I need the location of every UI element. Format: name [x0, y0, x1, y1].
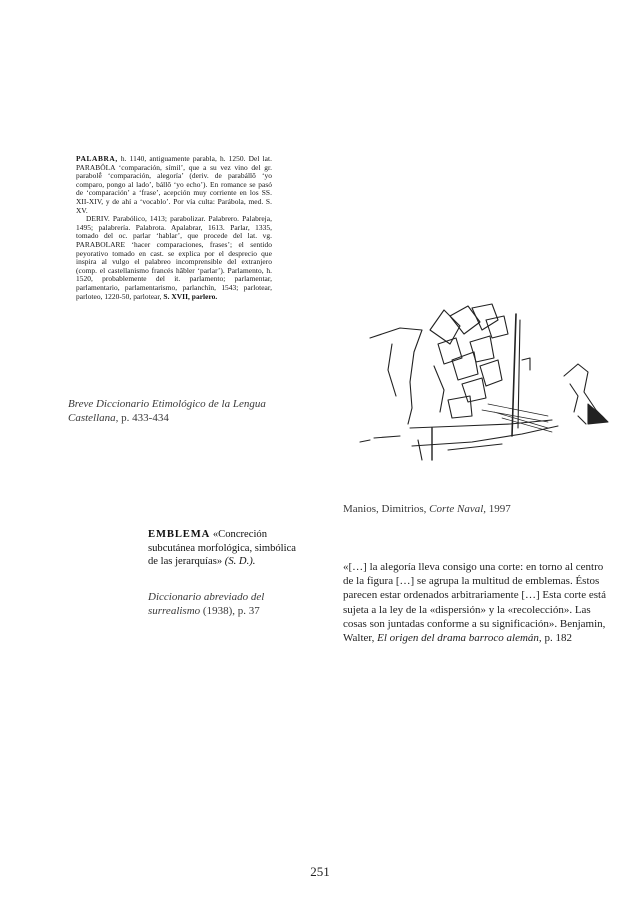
emblema-headword: EMBLEMA	[148, 529, 211, 540]
dictionary-derivatives: DERIV. Parabólico, 1413; parabolizar. Palabrero. Palabreja, 1495; palabrería. Palabrota. Apalabrar, 1613. Parlar, 1335, tomado del oc. parlar ‘hablar’, que procede del lat. vg. PARABOLARE ‘hacer comparaciones, frases’; el sentido peyorativo tomado en cast. se explica por el desprecio que inspira al vulgo el palabreo incomprensible del extranjero (comp. el castellanismo francés hâbler ‘parlar’). Parlamento, h. 1520, probablemente del it. parlamento; parlamentar, parlamentario, parlamentarismo, parlanchín, 1543; parlotear, parloteo, 1220-50, parlotear,	[76, 214, 272, 301]
quote-pages: p. 182	[544, 632, 572, 645]
caption-dictionary-source	[68, 397, 278, 425]
caption-drawing-title: Corte Naval,	[429, 503, 487, 515]
emblema-attribution: (S. D.).	[224, 556, 256, 568]
page-number: 251	[310, 864, 330, 879]
caption-surrealism-pages: (1938), p. 37	[202, 605, 260, 617]
dictionary-body: h. 1140, antiguamente parabla, h. 1250. Del lat. PARABŎLA ‘comparación, símil’, que a su vez vino del gr. parabolḗ ‘comparación, alegoría’ (deriv. de parabállō ‘yo comparo, pongo al lado’, bállō ‘yo echo’). En romance se pasó de ‘comparación’ a ‘frase’, acepción muy corriente en los SS. XII-XIV, y de ahí a ‘vocablo’. Por vía culta: Parábola, med. S. XV.	[76, 154, 272, 215]
benjamin-quote	[343, 560, 613, 645]
caption-drawing	[343, 502, 511, 516]
dictionary-headword: PALABRA,	[76, 154, 118, 163]
dictionary-entry-palabra	[76, 155, 272, 301]
caption-dictionary-title: Breve Diccionario Etimológico de la Lengua Castellana,	[68, 398, 266, 424]
quote-text: «[…] la alegoría lleva consigo una corte: en torno al centro de la figura […] se agrupa la multitud de emblemas. Éstos parecen estar ordenados arbitrariamente […] Esta corte está sujeta a la ley de la «dispersión» y la «recolección». Las cosas son juntadas conforme a su significación». Benjamin, Walter,	[343, 561, 606, 645]
dictionary-last-line: S. XVII, parlero.	[163, 291, 218, 301]
caption-dictionary-pages: p. 433-434	[121, 412, 169, 424]
caption-surrealism-title: Diccionario abreviado del surrealismo	[148, 591, 265, 617]
corte-naval-sketch	[352, 300, 614, 468]
caption-surrealism-source	[148, 590, 308, 618]
quote-title: El origen del drama barroco alemán,	[377, 632, 542, 645]
emblema-definition: «Concreción subcutánea morfológica, simbólica de las jerarquías»	[148, 529, 296, 568]
emblema-entry	[148, 528, 300, 569]
caption-drawing-year: 1997	[488, 503, 511, 515]
caption-drawing-author: Manios, Dimitrios,	[343, 503, 427, 515]
